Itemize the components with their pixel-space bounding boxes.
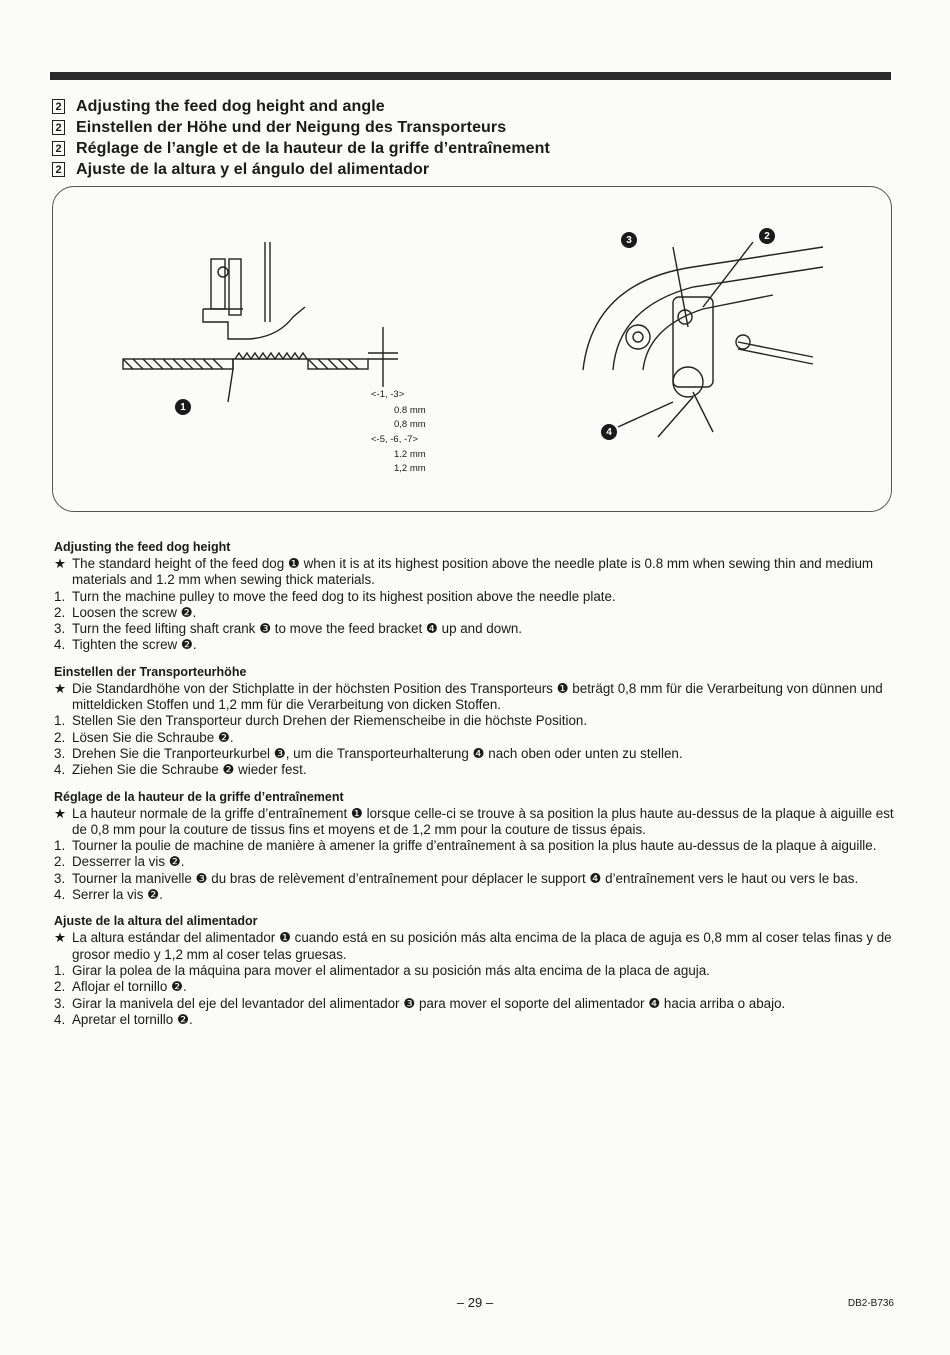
list-text: Tighten the screw ❷. (72, 637, 197, 653)
list-item (54, 979, 896, 995)
list-item (54, 1012, 896, 1028)
section-title: Adjusting the feed dog height (54, 540, 231, 554)
list-marker: 2. (54, 979, 66, 995)
list-marker: 1. (54, 962, 66, 978)
section-number-box: 2 (52, 141, 65, 156)
section-title: Réglage de la hauteur de la griffe d’entraînement (54, 789, 344, 804)
section-title: Einstellen der Transporteurhöhe (54, 664, 247, 679)
list-text: Stellen Sie den Transporteur durch Drehen der Riemenscheibe in die höchste Position. (72, 713, 588, 729)
list-marker: 4. (54, 1011, 66, 1027)
list-marker: 4. (54, 762, 66, 778)
dimension-label: 0,8 mm (394, 419, 426, 430)
list-item (54, 838, 896, 854)
list-marker: 2. (54, 854, 66, 870)
list-marker: ★ (54, 805, 67, 821)
heading-de (52, 117, 892, 138)
list-text: Turn the machine pulley to move the feed dog to its highest position above the needle plate. (72, 588, 616, 604)
callout-marker-1: 1 (175, 399, 191, 415)
section-en (54, 539, 896, 654)
list-item (54, 605, 896, 621)
list-text: Girar la polea de la máquina para mover el alimentador a su posición más alta encima de la placa de aguja. (72, 962, 710, 978)
list-marker: 3. (54, 870, 66, 886)
illustration-box (52, 186, 892, 512)
list-text: Lösen Sie die Schraube ❷. (72, 729, 234, 745)
section-number-box: 2 (52, 99, 65, 114)
list-text: Girar la manivela del eje del levantador del alimentador ❸ para mover el soporte del alimentador ❹ hacia arriba o abajo. (72, 995, 786, 1011)
list-text: Turn the feed lifting shaft crank ❸ to move the feed bracket ❹ up and down. (72, 621, 523, 637)
list-marker: 1. (54, 588, 66, 604)
list-item (54, 806, 896, 839)
list-text: Loosen the screw ❷. (72, 604, 197, 620)
section-number-box: 2 (52, 162, 65, 177)
list-item (54, 996, 896, 1012)
list-marker: ★ (54, 556, 67, 571)
section-fr (54, 789, 896, 904)
callout-marker-3: 3 (621, 232, 637, 248)
list-marker: 2. (54, 604, 66, 620)
heading-text: Adjusting the feed dog height and angle (76, 97, 385, 115)
list-item (54, 681, 896, 714)
header-rule (50, 72, 891, 80)
dimension-label: 1.2 mm (394, 449, 426, 460)
list-item (54, 854, 896, 870)
dimension-label: <-5, -6, -7> (371, 434, 418, 445)
list-marker: 3. (54, 745, 66, 761)
list-item (54, 871, 896, 887)
list-text: Serrer la vis ❷. (72, 887, 163, 903)
list-item (54, 730, 896, 746)
list-text: Desserrer la vis ❷. (72, 854, 185, 870)
list-marker: 1. (54, 838, 66, 854)
list-item (54, 746, 896, 762)
list-marker: 2. (54, 729, 66, 745)
heading-fr (52, 138, 892, 159)
list-text: La altura estándar del alimentador ❶ cuando está en su posición más alta encima de la placa de aguja es 0,8 mm al coser telas finas y de grosor medio y 1,2 mm al coser telas gruesas. (72, 930, 892, 962)
dimension-label: 0.8 mm (394, 405, 426, 416)
section-title: Ajuste de la altura del alimentador (54, 914, 258, 929)
page-number: – 29 – (456, 1295, 494, 1310)
list-item (54, 637, 896, 653)
instructions (54, 539, 896, 1038)
list-item (54, 762, 896, 778)
list-marker: 4. (54, 887, 66, 903)
list-item (54, 556, 896, 589)
list-text: The standard height of the feed dog ❶ when it is at its highest position above the needle plate is 0.8 mm when sewing thin and medium materials and 1.2 mm when sewing thick materials. (72, 556, 874, 588)
list-item (54, 963, 896, 979)
list-text: Apretar el tornillo ❷. (72, 1011, 193, 1027)
list-text: Drehen Sie die Tranporteurkurbel ❸, um die Transporteurhalterung ❹ nach oben oder unten zu stellen. (72, 745, 683, 761)
dimension-label: <-1, -3> (371, 389, 405, 400)
list-item (54, 621, 896, 637)
section-number-box: 2 (52, 120, 65, 135)
list-text: Tourner la manivelle ❸ du bras de relèvement d’entraînement pour déplacer le support ❹ d’entraînement vers le haut ou vers le bas. (72, 870, 859, 886)
document-code: DB2-B736 (847, 1298, 894, 1309)
list-text: Aflojar el tornillo ❷. (72, 979, 187, 995)
list-item (54, 713, 896, 729)
list-marker: 3. (54, 621, 66, 637)
dimension-label: 1,2 mm (394, 463, 426, 474)
heading-text: Réglage de l’angle et de la hauteur de la griffe d’entraînement (76, 139, 550, 157)
callout-marker-2: 2 (759, 228, 775, 244)
section-de (54, 664, 896, 779)
heading-en (52, 96, 892, 117)
list-text: Die Standardhöhe von der Stichplatte in der höchsten Position des Transporteurs ❶ beträgt 0,8 mm für die Verarbeitung von dünnen und mitteldicken Stoffen und 1,2 mm für die Verarbeitung von dicken Stoffen. (72, 680, 883, 713)
heading-es (52, 159, 892, 180)
list-item (54, 930, 896, 963)
heading-text: Ajuste de la altura y el ángulo del alimentador (76, 160, 430, 178)
callout-marker-4: 4 (601, 424, 617, 440)
list-text: La hauteur normale de la griffe d’entraînement ❶ lorsque celle-ci se trouve à sa position la plus haute au-dessus de la plaque à aiguille est de 0,8 mm pour la couture de tissus fins et moyens et de 1,2 mm pour la couture de tissus épais. (72, 805, 894, 837)
section-es (54, 913, 896, 1028)
heading-text: Einstellen der Höhe und der Neigung des Transporteurs (76, 118, 507, 136)
list-marker: ★ (54, 930, 67, 946)
list-text: Tourner la poulie de machine de manière à amener la griffe d’entraînement à sa position la plus haute au-dessus de la plaque à aiguille. (72, 838, 877, 854)
list-item (54, 589, 896, 605)
list-item (54, 887, 896, 903)
list-marker: 1. (54, 713, 66, 729)
heading-block (52, 96, 892, 180)
list-marker: ★ (54, 680, 67, 696)
list-marker: 4. (54, 637, 66, 653)
list-text: Ziehen Sie die Schraube ❷ wieder fest. (72, 762, 307, 778)
list-marker: 3. (54, 995, 66, 1011)
